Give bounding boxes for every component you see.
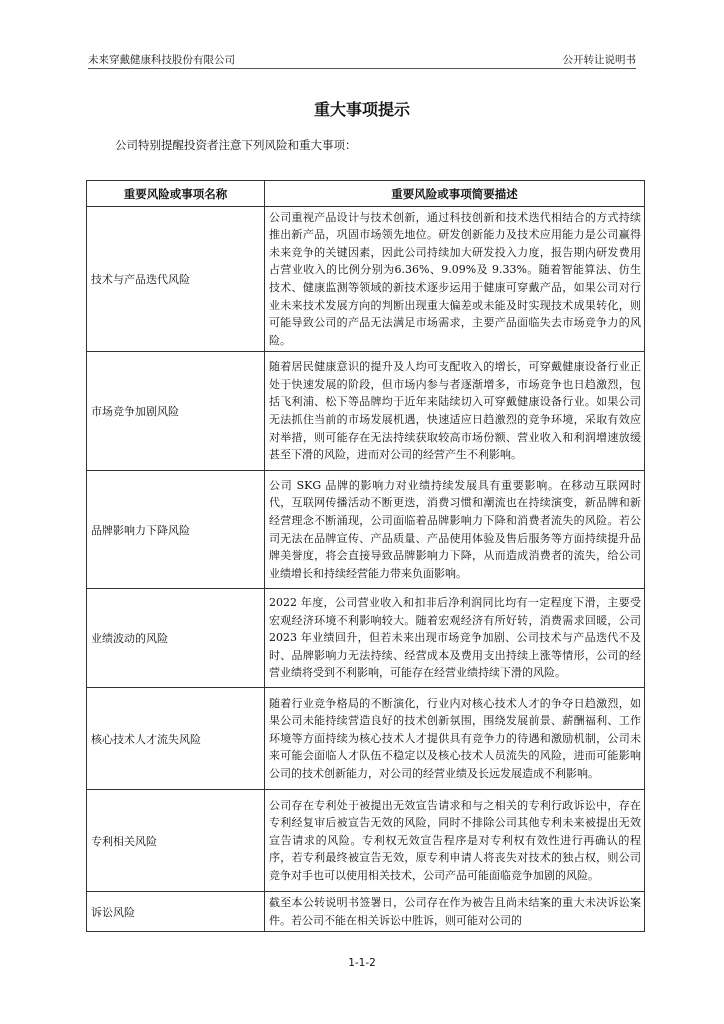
column-header-desc: 重要风险或事项简要描述: [265, 181, 645, 207]
risk-name: 诉讼风险: [87, 892, 265, 932]
risk-table: [86, 180, 645, 932]
risk-desc: 随着居民健康意识的提升及人均可支配收入的增长，可穿戴健康设备行业正处于快速发展的阶段，但市场内参与者逐渐增多，市场竞争也日趋激烈，包括飞利浦、松下等品牌均于近年来陆续切入可穿戴健康设备行业。如果公司无法抓住当前的市场发展机遇，快速适应日趋激烈的竞争环境，采取有效应对举措，则可能存在无法持续获取较高市场份额、营业收入和利润增速放缓甚至下滑的风险，进而对公司的经营产生不利影响。: [265, 352, 645, 471]
risk-desc: 公司 SKG 品牌的影响力对业绩持续发展具有重要影响。在移动互联网时代，互联网传播活动不断更迭，消费习惯和潮流也在持续演变，新品牌和新经营理念不断涌现，公司面临着品牌影响力下降和消费者流失的风险。若公司无法在品牌宣传、产品质量、产品使用体验及售后服务等方面持续提升品牌美誉度，将会直接导致品牌影响力下降，从而造成消费者的流失，给公司业绩增长和持续经营能力带来负面影响。: [265, 471, 645, 589]
page-header: [88, 50, 636, 69]
table-row: [87, 688, 645, 790]
risk-desc: 随着行业竞争格局的不断演化，行业内对核心技术人才的争夺日趋激烈，如果公司未能持续营造良好的技术创新氛围，围绕发展前景、薪酬福利、工作环境等方面持续为核心技术人才提供具有竞争力的待遇和激励机制，公司未来可能会面临人才队伍不稳定以及核心技术人员流失的风险，进而可能影响公司的技术创新能力，对公司的经营业绩及长远发展造成不利影响。: [265, 688, 645, 790]
risk-desc: 2022 年度，公司营业收入和扣非后净利润同比均有一定程度下滑，主要受宏观经济环境不利影响较大。随着宏观经济有所好转，消费需求回暖，公司 2023 年业绩回升，但若未来出现市场竞争加剧、公司技术与产品迭代不及时、品牌影响力无法持续、经营成本及费用支出持续上涨等情形，公司的经营业绩将受到不利影响，可能存在经营业绩持续下滑的风险。: [265, 589, 645, 688]
page-number: 1-1-2: [348, 957, 376, 969]
risk-desc: 公司存在专利处于被提出无效宣告请求和与之相关的专利行政诉讼中，存在专利经复审后被宣告无效的风险，同时不排除公司其他专利未来被提出无效宣告请求的风险。专利权无效宣告程序是对专利权有效性进行再确认的程序，若专利最终被宣告无效，原专利申请人将丧失对技术的独占权，则公司竞争对手也可以使用相关技术，公司产品可能面临竞争加剧的风险。: [265, 790, 645, 892]
risk-name: 核心技术人才流失风险: [87, 688, 265, 790]
table-header-row: [87, 181, 645, 207]
risk-name: 市场竞争加剧风险: [87, 352, 265, 471]
risk-name: 专利相关风险: [87, 790, 265, 892]
table-row: [87, 207, 645, 352]
risk-desc: 公司重视产品设计与技术创新，通过科技创新和技术迭代相结合的方式持续推出新产品，巩固市场领先地位。研发创新能力及技术应用能力是公司赢得未来竞争的关键因素，因此公司持续加大研发投入力度，报告期内研发费用占营业收入的比例分别为6.36%、9.09%及 9.33%。随着智能算法、仿生技术、健康监测等领域的新技术逐步运用于健康可穿戴产品，如果公司对行业未来技术发展方向的判断出现重大偏差或未能及时实现技术成果转化，则可能导致公司的产品无法满足市场需求，主要产品面临失去市场竞争力的风险。: [265, 207, 645, 352]
table-row: [87, 352, 645, 471]
header-company: 未来穿戴健康科技股份有限公司: [88, 54, 235, 66]
risk-name: 业绩波动的风险: [87, 589, 265, 688]
header-doc-type: 公开转让说明书: [562, 54, 636, 66]
risk-name: 技术与产品迭代风险: [87, 207, 265, 352]
table-row: [87, 589, 645, 688]
risk-desc: 截至本公转说明书签署日，公司存在作为被告且尚未结案的重大未决诉讼案件。若公司不能在相关诉讼中胜诉，则可能对公司的: [265, 892, 645, 932]
table-row: [87, 790, 645, 892]
intro-text: 公司特别提醒投资者注意下列风险和重大事项：: [115, 138, 357, 152]
table-row: [87, 892, 645, 932]
table-row: [87, 471, 645, 589]
column-header-name: 重要风险或事项名称: [87, 181, 265, 207]
page-title: 重大事项提示: [313, 100, 410, 119]
risk-name: 品牌影响力下降风险: [87, 471, 265, 589]
